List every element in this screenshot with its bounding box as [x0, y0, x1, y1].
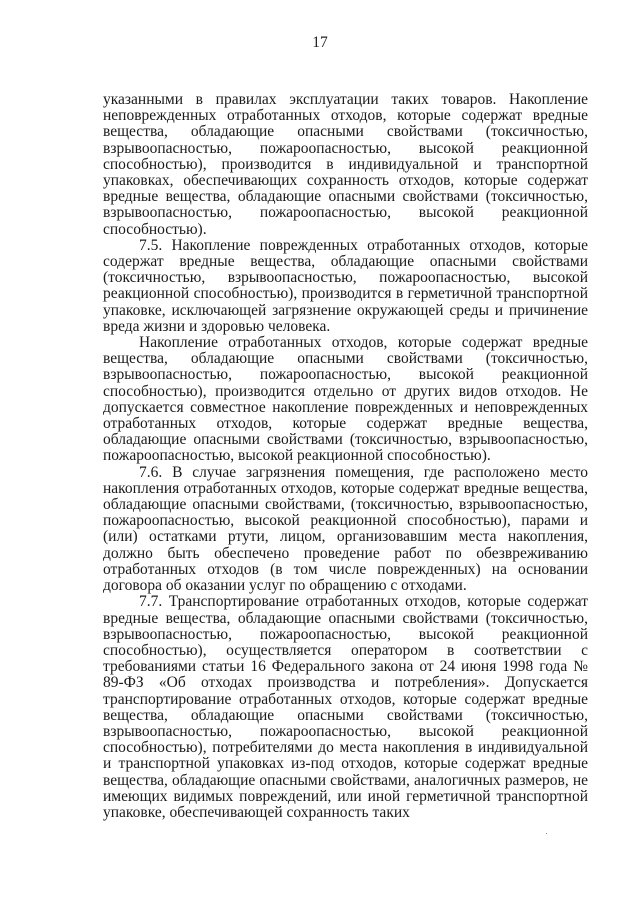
paragraph-7-5: 7.5. Накопление поврежденных отработанных отходов, которые содержат вредные вещества, обладающие опасными свойствами (токсичностью, взрывоопасностью, пожароопасностью, высокой реакционной способностью), производится в герметичной транспортной упаковке, исключающей загрязнение окружающей среды и причинение вреда жизни и здоровью человека. [103, 236, 588, 335]
paragraph-7-7: 7.7. Транспортирование отработанных отходов, которые содержат вредные вещества, обладающие опасными свойствами (токсичностью, взрывоопасностью, пожароопасностью, высокой реакционной способностью), осуществляется оператором в соответствии с требованиями статьи 16 Федерального закона от 24 июня 1998 года № 89-ФЗ «Об отходах производства и потребления». Допускается транспортирование отработанных отходов, которые содержат вредные вещества, обладающие опасными свойствами (токсичностью, взрывоопасностью, пожароопасностью, высокой реакционной способностью), потребителями до места накопления в индивидуальной и транспортной упаковках из-под отходов, которые содержат вредные вещества, обладающие опасными свойствами, аналогичных размеров, не имеющих видимых повреждений, или иной герметичной транспортной упаковке, обеспечивающей сохранность таких [103, 593, 588, 821]
paragraph-7-5-separate-storage: Накопление отработанных отходов, которые содержат вредные вещества, обладающие опасными свойствами (токсичностью, взрывоопасностью, пожароопасностью, высокой реакционной способностью), производится отдельно от других видов отходов. Не допускается совместное накопление поврежденных и неповрежденных отработанных отходов, которые содержат вредные вещества, обладающие опасными свойствами (токсичностью, взрывоопасностью, пожароопасностью, высокой реакционной способностью). [103, 334, 588, 465]
document-body [103, 92, 588, 821]
paragraph-7-6: 7.6. В случае загрязнения помещения, где расположено место накопления отработанных отходов, которые содержат вредные вещества, обладающие опасными свойствами, (токсичностью, взрывоопасностью, пожароопасностью, высокой реакционной способностью), парами и (или) остатками ртути, лицом, организовавшим места накопления, должно быть обеспечено проведение работ по обезвреживанию отработанных отходов (в том числе поврежденных) на основании договора об оказании услуг по обращению с отходами. [103, 463, 588, 595]
paragraph-continuation: указанными в правилах эксплуатации таких товаров. Накопление неповрежденных отработанных отходов, которые содержат вредные вещества, обладающие опасными свойствами (токсичностью, взрывоопасностью, пожароопасностью, высокой реакционной способностью), производится в индивидуальной и транспортной упаковках, обеспечивающих сохранность отходов, которые содержат вредные вещества, обладающие опасными свойствами (токсичностью, взрывоопасностью, пожароопасностью, высокой реакционной способностью). [103, 91, 588, 238]
scan-artifact-dot [546, 833, 547, 834]
page-number: 17 [312, 34, 328, 51]
